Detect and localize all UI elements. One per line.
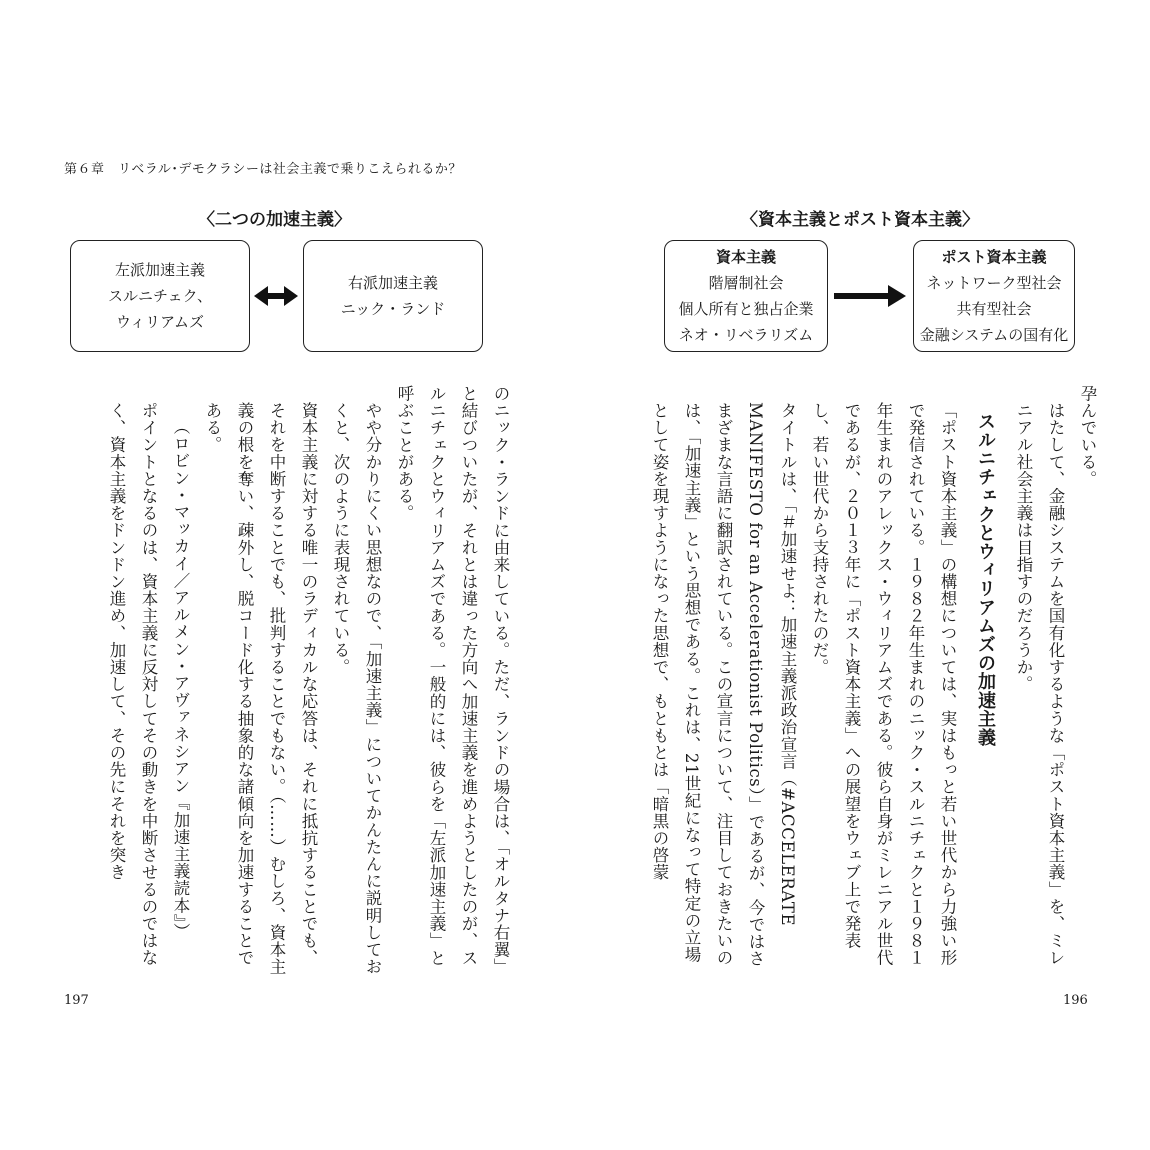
post-capitalism-box <box>913 240 1075 352</box>
right-page <box>575 0 1150 1150</box>
right-diagram-title: 〈資本主義とポスト資本主義〉 <box>741 210 979 230</box>
page-number-right: 196 <box>1063 993 1088 1008</box>
paragraph: ポイントとなるのは、資本主義に反対してその動きを中断させるのではなく、資本主義をドンドン進め、加速して、その先にそれを突き <box>107 401 158 966</box>
left-accelerationism-box <box>70 240 250 352</box>
running-head: 第６章 リベラル･デモクラシーは社会主義で乗りこえられるか？ <box>64 162 462 177</box>
box-line: 共有型社会 <box>956 300 1032 318</box>
left-diagram-title: 〈二つの加速主義〉 <box>198 210 351 230</box>
quote-citation: （ロビン・マッカイ／アルメン・アヴァネシアン『加速主義読本』） <box>171 418 190 940</box>
box-line: ネットワーク型社会 <box>926 274 1062 292</box>
block-quote: 資本主義に対する唯一のラディカルな応答は、それに抵抗することでも、それを中断することでも、批判することでもない。（……）むしろ、資本主義の根を奪い、疎外し、脱コード化する抽象的な諸傾向を加速することである。 <box>203 401 318 975</box>
double-arrow-icon <box>252 283 300 309</box>
right-accelerationism-box <box>303 240 483 352</box>
box-line: ニック・ランド <box>340 300 446 318</box>
right-body-text <box>623 385 1103 975</box>
box-line: 左派加速主義 <box>114 261 205 279</box>
box-line: 金融システムの国有化 <box>919 326 1069 344</box>
paragraph: はたして、金融システムを国有化するような「ポスト資本主義」を、ミレニアル社会主義は目指すのだろうか。 <box>1014 401 1065 966</box>
box-line: ネオ・リベラリズム <box>678 326 814 344</box>
paragraph: のニック・ランドに由来している。ただ、ランドの場合は、「オルタナ右翼」と結びついたが、それとは違った方向へ加速主義を進めようとしたのが、スルニチェクとウィリアムズである。一般的には、彼らを「左派加速主義」と呼ぶことがある。 <box>395 385 510 967</box>
paragraph: 「ポスト資本主義」の構想については、実はもっと若い世代から力強い形で発信されている。１９８２年生まれのニック・スルニチェクと１９８１年生まれのアレックス・ウィリアムズである。彼ら自身がミレニアル世代であるが、２０１３年に「ポスト資本主義」への展望をウェブ上で発表し、若い世代から支持されたのだ。 <box>810 401 957 966</box>
paragraph: やや分かりにくい思想なので、「加速主義」についてかんたんに説明しておくと、次のように表現されている。 <box>331 401 382 975</box>
box-line: 右派加速主義 <box>347 274 438 292</box>
paragraph: 孕んでいる。 <box>1078 385 1097 488</box>
box-line: スルニチェク、 <box>108 287 212 305</box>
paragraph: タイトルは、「＃加速せよ：加速主義派政治宣言（#ACCELERATE MANIFESTO for an Accelerationist Politics）」であるが、今ではさまざまな言語に翻訳されている。この宣言について、注目しておきたいのは、「加速主義」という思想である。これは、21世紀になって特定の立場として姿を現すようになった思想で、もともとは「暗黒の啓蒙 <box>650 401 797 967</box>
left-body-text <box>46 385 516 975</box>
box-heading: ポスト資本主義 <box>941 248 1047 266</box>
box-heading: 資本主義 <box>715 248 776 266</box>
box-line: ウィリアムズ <box>115 313 205 331</box>
section-heading: スルニチェクとウィリアムズの加速主義 <box>975 412 996 747</box>
capitalism-box <box>664 240 828 352</box>
page-number-left: 197 <box>64 993 89 1008</box>
box-line: 階層制社会 <box>708 274 784 292</box>
box-line: 個人所有と独占企業 <box>678 300 814 318</box>
right-arrow-icon <box>832 283 908 309</box>
